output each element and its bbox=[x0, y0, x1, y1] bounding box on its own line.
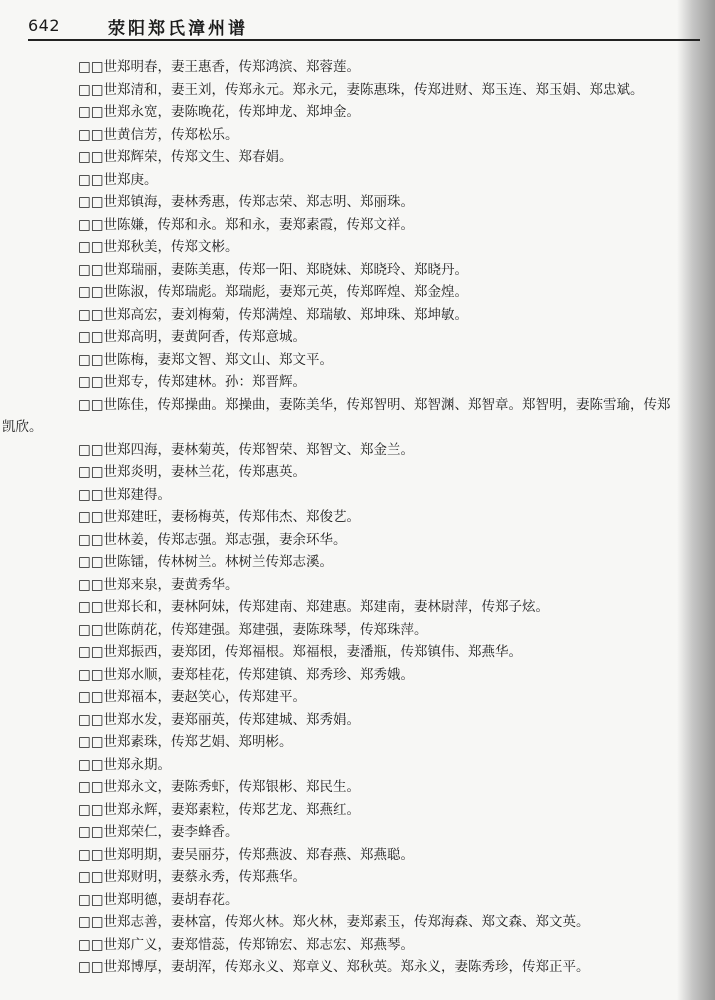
genealogy-entry-continuation: 凯欣。 bbox=[2, 419, 43, 435]
genealogy-entry: □□世郑秋美，传郑文彬。 bbox=[78, 239, 239, 255]
genealogy-entry: □□世郑长和，妻林阿妹，传郑建南、郑建惠。郑建南，妻林尉萍，传郑子炫。 bbox=[78, 599, 550, 615]
genealogy-entry: □□世陈荫花，传郑建强。郑建强，妻陈珠琴，传郑珠萍。 bbox=[78, 621, 428, 638]
page-number: 642 bbox=[28, 16, 61, 35]
genealogy-entry: □□世郑振西，妻郑团，传郑福根。郑福根，妻潘瓶，传郑镇伟、郑燕华。 bbox=[78, 644, 523, 660]
genealogy-entry: □□世郑庚。 bbox=[78, 171, 158, 188]
header-rule bbox=[28, 39, 700, 41]
genealogy-entry: □□世郑财明，妻蔡永秀，传郑燕华。 bbox=[78, 869, 307, 885]
genealogy-entry: □□世郑辉荣，传郑文生、郑春娟。 bbox=[78, 149, 293, 165]
genealogy-entry: □□世郑明春，妻王惠香，传郑鸿滨、郑蓉莲。 bbox=[78, 59, 361, 75]
genealogy-entry: □□世郑高宏，妻刘梅菊，传郑满煌、郑瑞敏、郑坤珠、郑坤敏。 bbox=[78, 306, 469, 323]
page-header bbox=[28, 14, 700, 40]
genealogy-entry: □□世郑永文，妻陈秀虾，传郑银彬、郑民生。 bbox=[78, 779, 361, 795]
genealogy-entry: □□世陈嫌，传郑和永。郑和永，妻郑素霞，传郑文祥。 bbox=[78, 216, 415, 233]
genealogy-entry: □□世郑镇海，妻林秀惠，传郑志荣、郑志明、郑丽珠。 bbox=[78, 194, 415, 210]
genealogy-entry: □□世郑建得。 bbox=[78, 486, 172, 503]
genealogy-entry: □□世郑素珠，传郑艺娟、郑明彬。 bbox=[78, 734, 293, 750]
genealogy-entry: □□世郑清和，妻王刘，传郑永元。郑永元，妻陈惠珠，传郑进财、郑玉连、郑玉娟、郑忠斌。 bbox=[78, 81, 644, 98]
genealogy-entry: □□世郑来泉，妻黄秀华。 bbox=[78, 576, 239, 593]
genealogy-entry: □□世郑高明，妻黄阿香，传郑意城。 bbox=[78, 329, 307, 345]
genealogy-entry: □□世陈佳，传郑操曲。郑操曲，妻陈美华，传郑智明、郑智渊、郑智章。郑智明，妻陈雪瑜，传郑 bbox=[78, 396, 671, 413]
genealogy-entry: □□世郑四海，妻林菊英，传郑智荣、郑智文、郑金兰。 bbox=[78, 441, 415, 458]
genealogy-entry: □□世郑水发，妻郑丽英，传郑建城、郑秀娟。 bbox=[78, 711, 361, 728]
genealogy-entry: □□世郑专，传郑建林。孙：郑晋辉。 bbox=[78, 374, 307, 390]
genealogy-entry: □□世郑永辉，妻郑素粒，传郑艺龙、郑燕红。 bbox=[78, 801, 361, 818]
genealogy-entry: □□世陈镭，传林树兰。林树兰传郑志溪。 bbox=[78, 554, 334, 570]
genealogy-entry: □□世陈梅，妻郑文智、郑文山、郑文平。 bbox=[78, 351, 334, 368]
genealogy-entry: □□世郑志善，妻林富，传郑火林。郑火林，妻郑素玉，传郑海森、郑文森、郑文英。 bbox=[78, 914, 590, 930]
genealogy-entry: □□世郑建旺，妻杨梅英，传郑伟杰、郑俊艺。 bbox=[78, 509, 361, 525]
genealogy-entry: □□世林姜，传郑志强。郑志强，妻余环华。 bbox=[78, 531, 347, 548]
running-title: 荥阳郑氏漳州谱 bbox=[108, 19, 248, 39]
genealogy-entry: □□世郑荣仁，妻李蜂香。 bbox=[78, 824, 239, 840]
genealogy-entry: □□世郑博厚，妻胡浑，传郑永义、郑章义、郑秋英。郑永义，妻陈秀珍，传郑正平。 bbox=[78, 959, 590, 975]
genealogy-entry: □□世郑广义，妻郑惜蕊，传郑锦宏、郑志宏、郑燕琴。 bbox=[78, 936, 415, 953]
genealogy-entry: □□世郑水顺，妻郑桂花，传郑建镇、郑秀珍、郑秀娥。 bbox=[78, 666, 415, 683]
genealogy-entry: □□世郑炎明，妻林兰花，传郑惠英。 bbox=[78, 464, 307, 480]
genealogy-entry-list bbox=[2, 56, 700, 979]
genealogy-entry: □□世郑永宽，妻陈晚花，传郑坤龙、郑坤金。 bbox=[78, 104, 361, 120]
genealogy-entry: □□世郑瑞丽，妻陈美惠，传郑一阳、郑晓妹、郑晓玲、郑晓丹。 bbox=[78, 261, 469, 278]
genealogy-entry: □□世郑明期，妻吴丽芬，传郑燕波、郑春燕、郑燕聪。 bbox=[78, 846, 415, 863]
genealogy-entry: □□世郑永期。 bbox=[78, 756, 172, 773]
genealogy-entry: □□世陈淑，传郑瑞彪。郑瑞彪，妻郑元英，传郑晖煌、郑金煌。 bbox=[78, 284, 469, 300]
genealogy-entry: □□世黄信芳，传郑松乐。 bbox=[78, 126, 239, 143]
genealogy-entry: □□世郑福本，妻赵笑心，传郑建平。 bbox=[78, 689, 307, 705]
genealogy-entry: □□世郑明德，妻胡春花。 bbox=[78, 891, 239, 908]
